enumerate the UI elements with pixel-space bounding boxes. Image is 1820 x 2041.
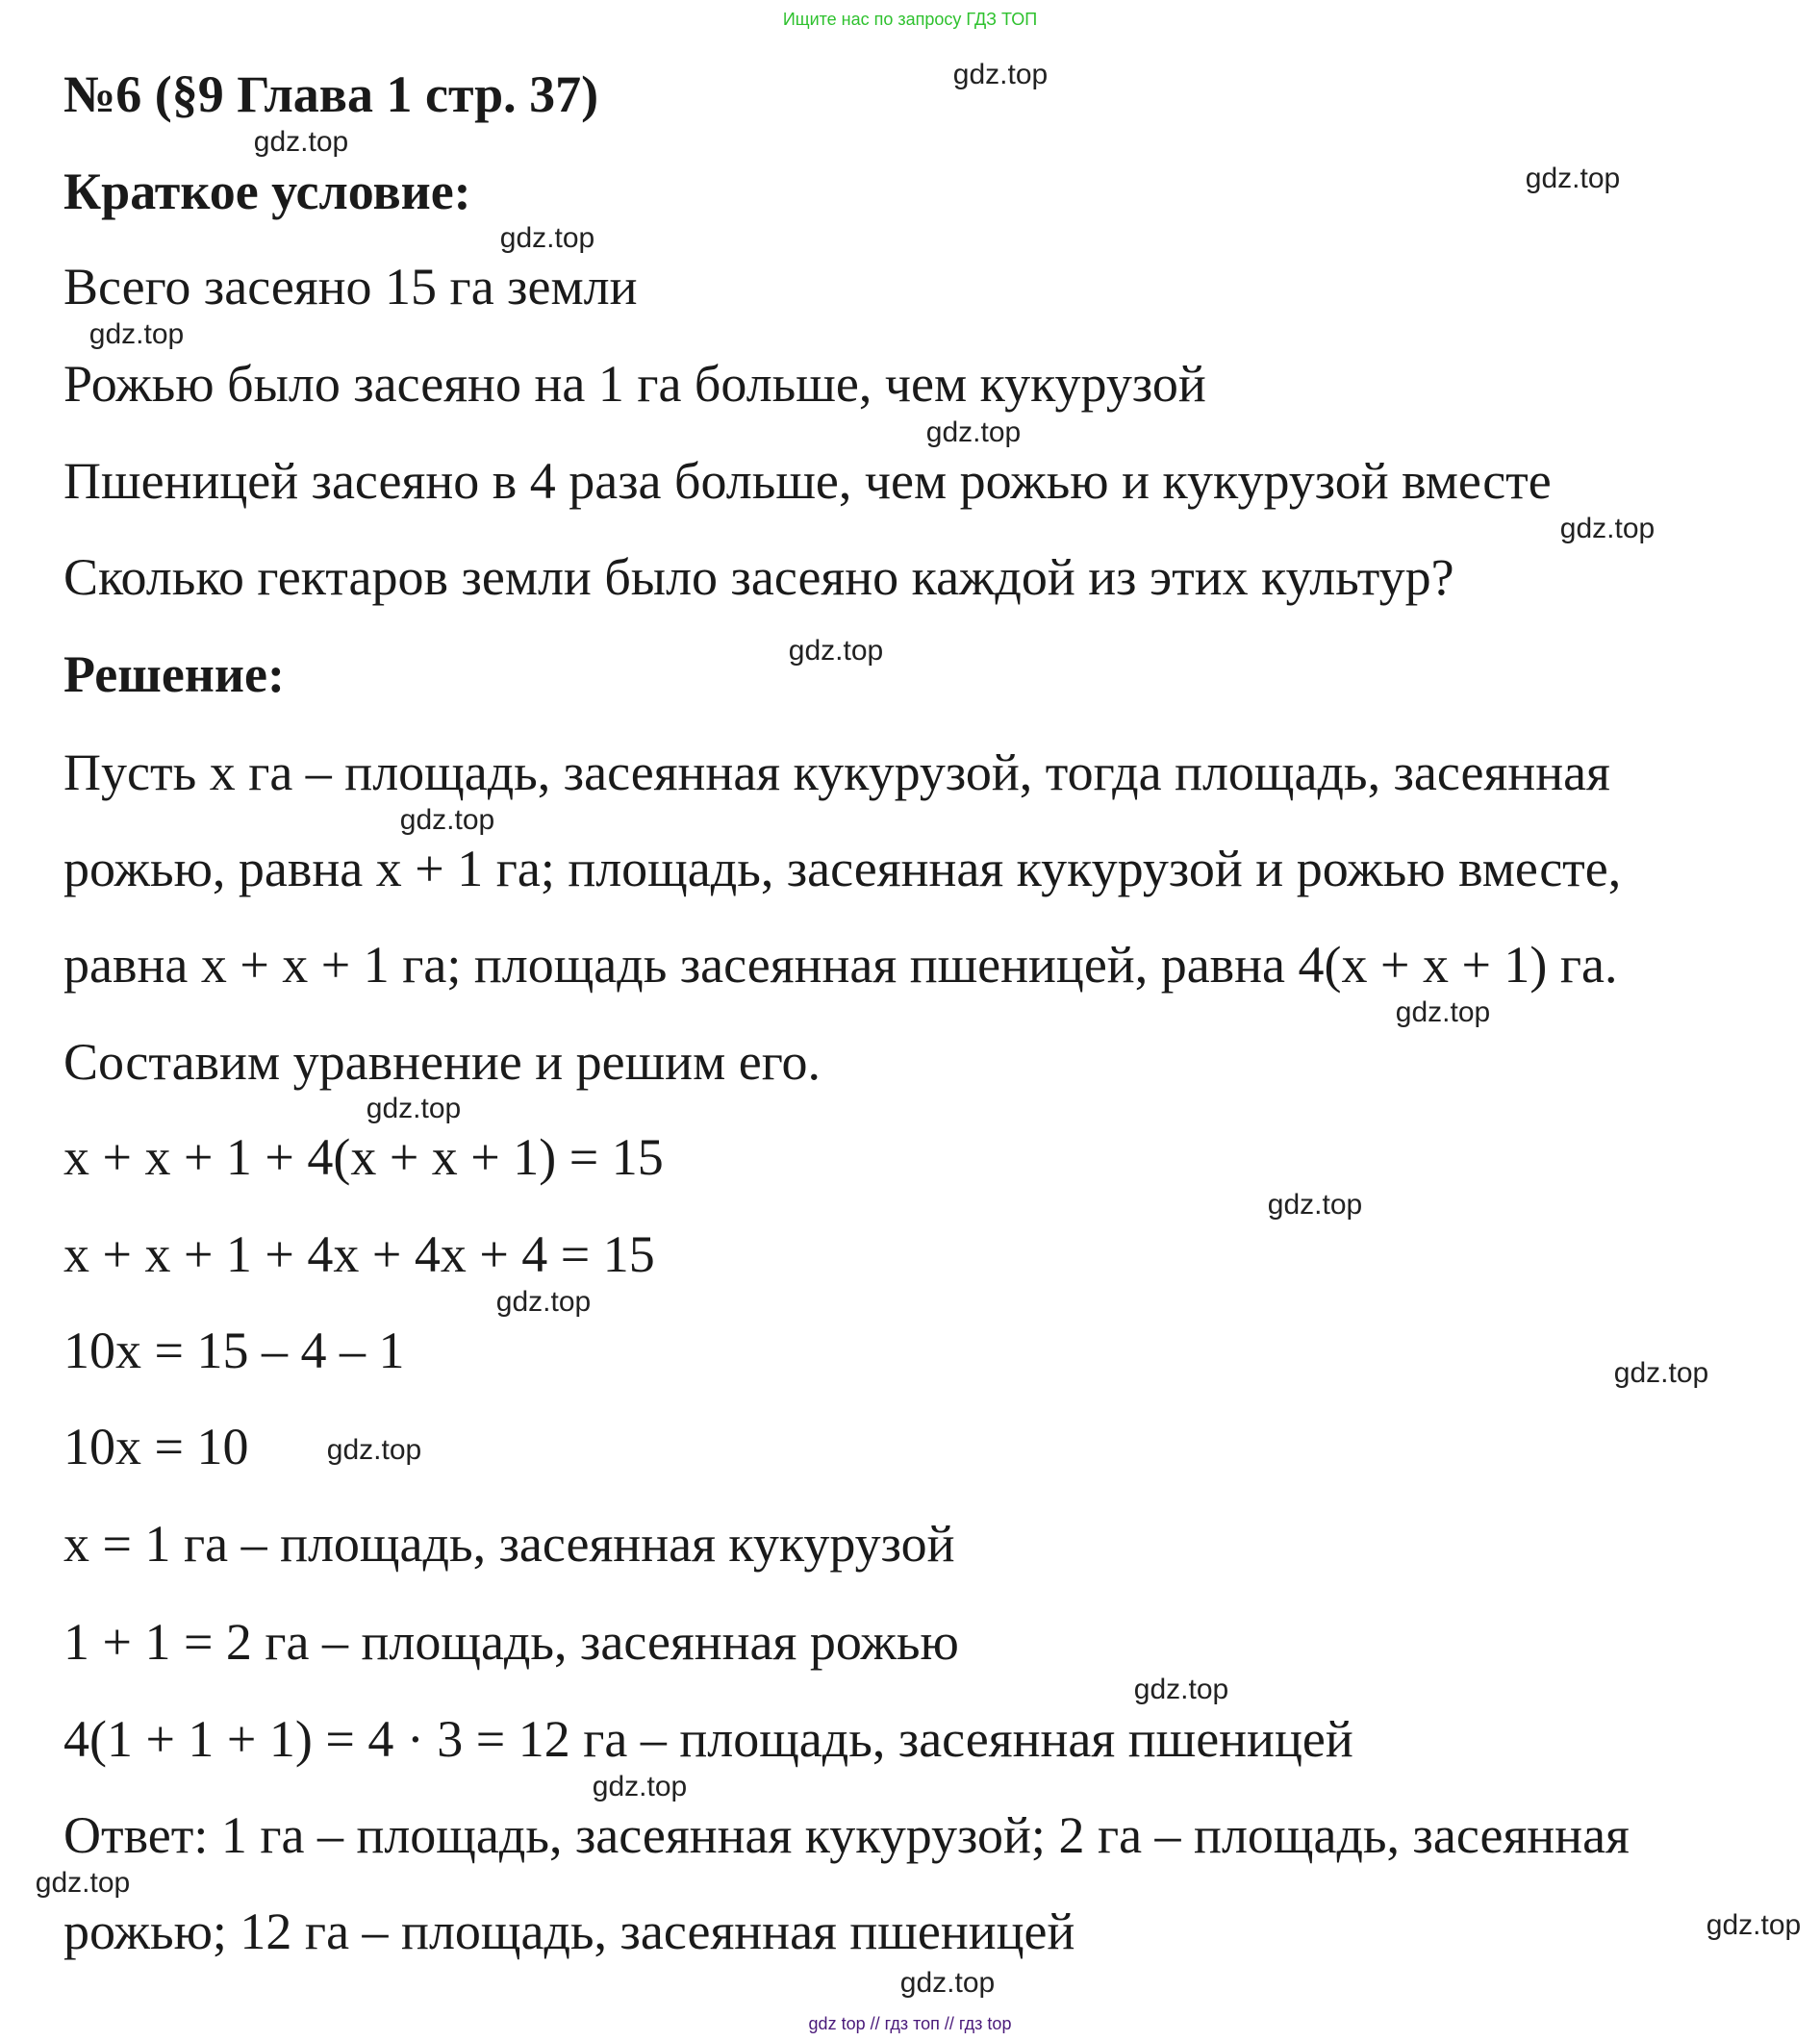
watermark: gdz.top <box>35 1867 131 1899</box>
watermark: gdz.top <box>592 1771 688 1802</box>
condition-line: Сколько гектаров земли было засеяно каждой из этих культур? <box>63 548 1454 606</box>
watermark: gdz.top <box>1267 1189 1363 1221</box>
watermark: gdz.top <box>326 1434 422 1466</box>
equation-line: 10x = 10 <box>63 1418 249 1475</box>
equation-line: x + x + 1 + 4(x + x + 1) = 15 <box>63 1128 664 1186</box>
equation-line: x + x + 1 + 4x + 4x + 4 = 15 <box>63 1225 655 1283</box>
watermark: gdz.top <box>1559 513 1656 544</box>
solution-line: Пусть x га – площадь, засеянная кукурузой, тогда площадь, засеянная <box>63 743 1610 801</box>
answer-line: рожью; 12 га – площадь, засеянная пшеницей <box>63 1902 1075 1960</box>
solution-line: Составим уравнение и решим его. <box>63 1033 822 1091</box>
condition-line: Всего засеяно 15 га земли <box>63 258 638 315</box>
solution-line: рожью, равна x + 1 га; площадь, засеянная кукурузой и рожью вместе, <box>63 840 1622 897</box>
watermark: gdz.top <box>399 804 495 836</box>
solution-line: равна x + x + 1 га; площадь засеянная пшеницей, равна 4(x + x + 1) га. <box>63 936 1618 994</box>
watermark: gdz.top <box>366 1093 462 1124</box>
watermark: gdz.top <box>925 416 1022 448</box>
search-banner: Ищите нас по запросу ГДЗ ТОП <box>782 10 1038 29</box>
watermark: gdz.top <box>88 318 185 350</box>
watermark: gdz.top <box>495 1286 592 1318</box>
watermark: gdz.top <box>899 1967 996 1999</box>
watermark: gdz.top <box>1613 1357 1709 1389</box>
watermark: gdz.top <box>253 126 349 158</box>
condition-line: Пшеницей засеяно в 4 раза больше, чем рожью и кукурузой вместе <box>63 452 1552 510</box>
solution-heading: Решение: <box>63 645 285 703</box>
result-line: 1 + 1 = 2 га – площадь, засеянная рожью <box>63 1613 959 1671</box>
result-line: x = 1 га – площадь, засеянная кукурузой <box>63 1515 955 1573</box>
watermark: gdz.top <box>788 635 884 667</box>
condition-line: Рожью было засеяно на 1 га больше, чем кукурузой <box>63 355 1206 413</box>
condition-heading: Краткое условие: <box>63 163 471 220</box>
watermark: gdz.top <box>1395 996 1491 1028</box>
page-title: №6 (§9 Глава 1 стр. 37) <box>63 65 599 123</box>
watermark: gdz.top <box>1133 1674 1229 1705</box>
equation-line: 10x = 15 – 4 – 1 <box>63 1322 405 1379</box>
footer-links: gdz top // гдз топ // гдз top <box>808 2014 1012 2033</box>
result-line: 4(1 + 1 + 1) = 4 · 3 = 12 га – площадь, засеянная пшеницей <box>63 1710 1353 1768</box>
watermark: gdz.top <box>499 222 595 254</box>
answer-line: Ответ: 1 га – площадь, засеянная кукурузой; 2 га – площадь, засеянная <box>63 1806 1630 1864</box>
watermark: gdz.top <box>1525 163 1621 194</box>
watermark: gdz.top <box>1706 1909 1802 1941</box>
watermark: gdz.top <box>952 59 1049 90</box>
